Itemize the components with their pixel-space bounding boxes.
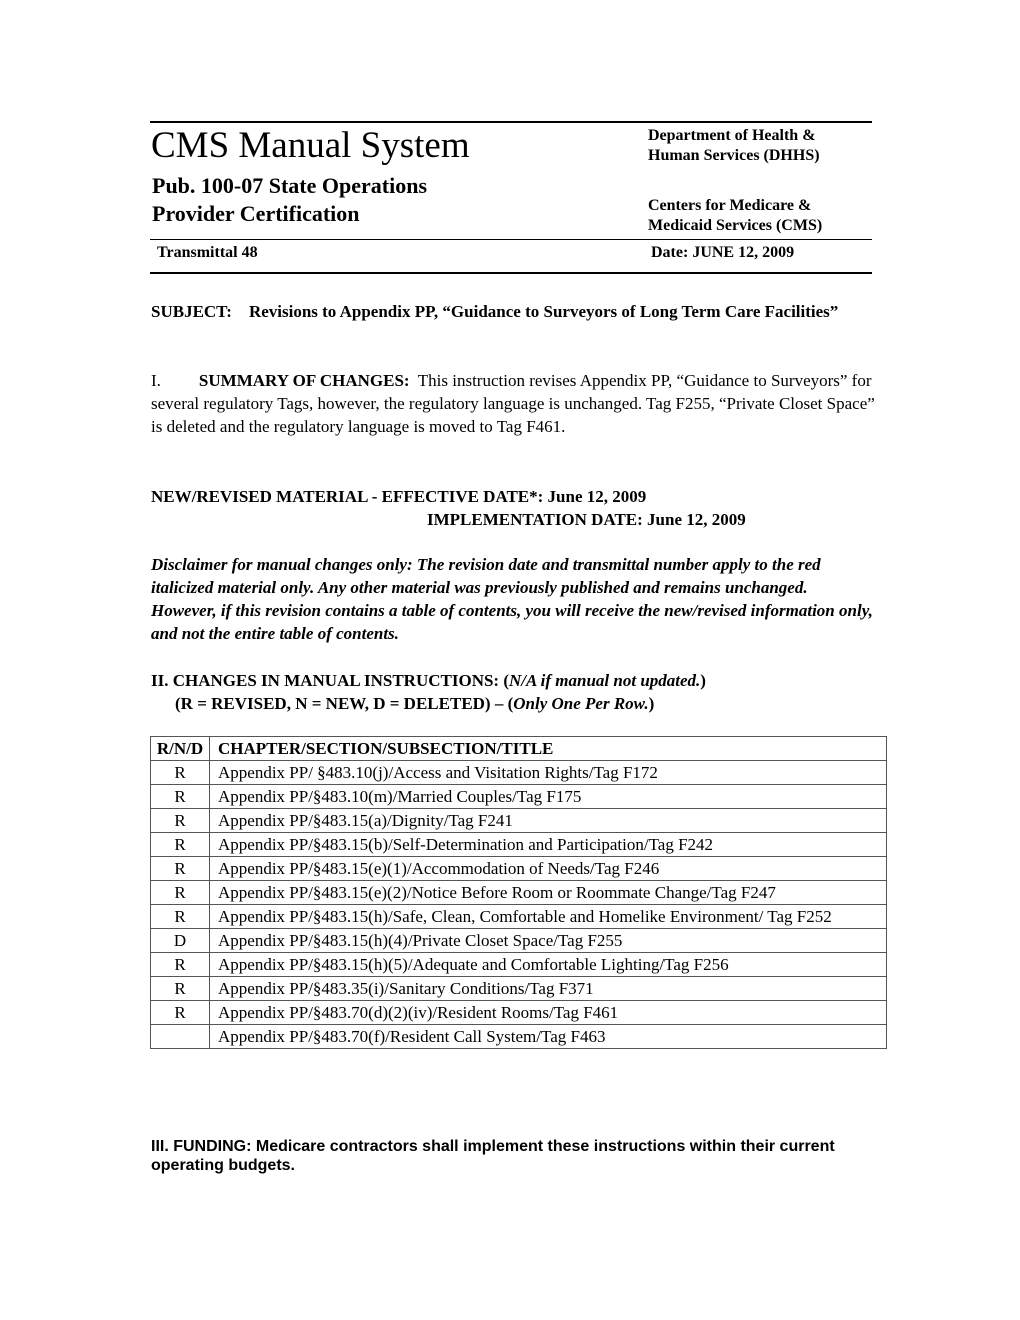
- row-code: R: [151, 881, 210, 905]
- subject-text: Revisions to Appendix PP, “Guidance to Surveyors of Long Term Care Facilities”: [248, 302, 839, 321]
- row-code: R: [151, 833, 210, 857]
- row-title: Appendix PP/§483.15(a)/Dignity/Tag F241: [210, 809, 887, 833]
- table-row: [151, 953, 887, 977]
- effective-dates: [151, 485, 876, 531]
- table-row: [151, 1001, 887, 1025]
- table-row: [151, 881, 887, 905]
- row-code: R: [151, 977, 210, 1001]
- agency-dhhs-line-2: Human Services (DHHS): [648, 147, 820, 164]
- row-code: R: [151, 905, 210, 929]
- table-row: [151, 761, 887, 785]
- changes-table: [150, 736, 887, 1049]
- row-code: R: [151, 785, 210, 809]
- masthead-divider: [150, 239, 872, 240]
- row-code: R: [151, 761, 210, 785]
- table-row: [151, 809, 887, 833]
- publication-line-1: Pub. 100-07 State Operations: [152, 173, 427, 198]
- table-row: [151, 785, 887, 809]
- subject-section: [151, 300, 876, 323]
- changes-heading-line-2-prefix: (R = REVISED, N = NEW, D = DELETED) – (: [175, 694, 514, 713]
- masthead-top-rule: [150, 121, 872, 123]
- publication-line-2: Provider Certification: [152, 201, 360, 226]
- row-code: R: [151, 953, 210, 977]
- agency-cms-line-1: Centers for Medicare &: [648, 197, 812, 214]
- row-code: D: [151, 929, 210, 953]
- row-title: Appendix PP/§483.10(m)/Married Couples/Tag F175: [210, 785, 887, 809]
- row-title: Appendix PP/§483.70(f)/Resident Call System/Tag F463: [210, 1025, 887, 1049]
- disclaimer-text: Disclaimer for manual changes only: The revision date and transmittal number apply to the red italicized material only. Any other material was previously published and remains unchanged. However, if this revision contains a table of contents, you will receive the new/revised information only, and not the entire table of contents.: [151, 555, 873, 643]
- funding-section: III. FUNDING: Medicare contractors shall implement these instructions within their current operating budgets.: [151, 1138, 835, 1174]
- changes-heading-line-1-note: N/A if manual not updated.: [509, 671, 701, 690]
- row-title: Appendix PP/ §483.10(j)/Access and Visitation Rights/Tag F172: [210, 761, 887, 785]
- table-row: [151, 977, 887, 1001]
- row-code: R: [151, 857, 210, 881]
- summary-section: [151, 369, 876, 438]
- row-title: Appendix PP/§483.15(b)/Self-Determination and Participation/Tag F242: [210, 833, 887, 857]
- changes-heading-line-2-note: Only One Per Row.: [513, 694, 649, 713]
- table-row: [151, 929, 887, 953]
- masthead-bottom-rule: [150, 272, 872, 274]
- row-title: Appendix PP/§483.35(i)/Sanitary Conditions/Tag F371: [210, 977, 887, 1001]
- agency-dhhs: [648, 126, 820, 166]
- row-code: [151, 1025, 210, 1049]
- row-title: Appendix PP/§483.70(d)(2)(iv)/Resident Rooms/Tag F461: [210, 1001, 887, 1025]
- column-header-code: R/N/D: [151, 737, 210, 761]
- changes-heading-line-1: [151, 671, 706, 690]
- table-header-row: [151, 737, 887, 761]
- summary-text: This instruction revises Appendix PP, “Guidance to Surveyors” for several regulatory Tags, however, the regulatory language is unchanged. Tag F255, “Private Closet Space” is deleted and the regulatory language is moved to Tag F461.: [151, 371, 875, 436]
- changes-heading-line-1-suffix: ): [700, 671, 706, 690]
- masthead-title: CMS Manual System: [151, 125, 470, 166]
- transmittal-number: Transmittal 48: [157, 244, 258, 261]
- changes-heading-line-2-suffix: ): [648, 694, 655, 713]
- subject-label: SUBJECT:: [151, 302, 232, 321]
- row-code: R: [151, 809, 210, 833]
- agency-cms: [648, 196, 822, 236]
- changes-heading-line-2: [151, 692, 876, 715]
- transmittal-date: Date: JUNE 12, 2009: [651, 244, 795, 261]
- changes-heading-line-1-prefix: II. CHANGES IN MANUAL INSTRUCTIONS: (: [151, 671, 509, 690]
- row-code: R: [151, 1001, 210, 1025]
- summary-label: SUMMARY OF CHANGES:: [198, 371, 410, 390]
- agency-dhhs-line-1: Department of Health &: [648, 127, 816, 144]
- effective-date-line: NEW/REVISED MATERIAL - EFFECTIVE DATE*: June 12, 2009: [151, 487, 647, 506]
- table-row: [151, 857, 887, 881]
- implementation-date-line: IMPLEMENTATION DATE: June 12, 2009: [427, 510, 746, 529]
- summary-number: I.: [151, 371, 161, 390]
- row-title: Appendix PP/§483.15(h)(4)/Private Closet Space/Tag F255: [210, 929, 887, 953]
- row-title: Appendix PP/§483.15(e)(1)/Accommodation of Needs/Tag F246: [210, 857, 887, 881]
- row-title: Appendix PP/§483.15(h)/Safe, Clean, Comfortable and Homelike Environment/ Tag F252: [210, 905, 887, 929]
- table-row: [151, 833, 887, 857]
- table-row: [151, 905, 887, 929]
- column-header-title: CHAPTER/SECTION/SUBSECTION/TITLE: [210, 737, 887, 761]
- row-title: Appendix PP/§483.15(h)(5)/Adequate and Comfortable Lighting/Tag F256: [210, 953, 887, 977]
- changes-heading: [151, 669, 876, 715]
- row-title: Appendix PP/§483.15(e)(2)/Notice Before Room or Roommate Change/Tag F247: [210, 881, 887, 905]
- agency-cms-line-2: Medicaid Services (CMS): [648, 217, 823, 234]
- table-row: [151, 1025, 887, 1049]
